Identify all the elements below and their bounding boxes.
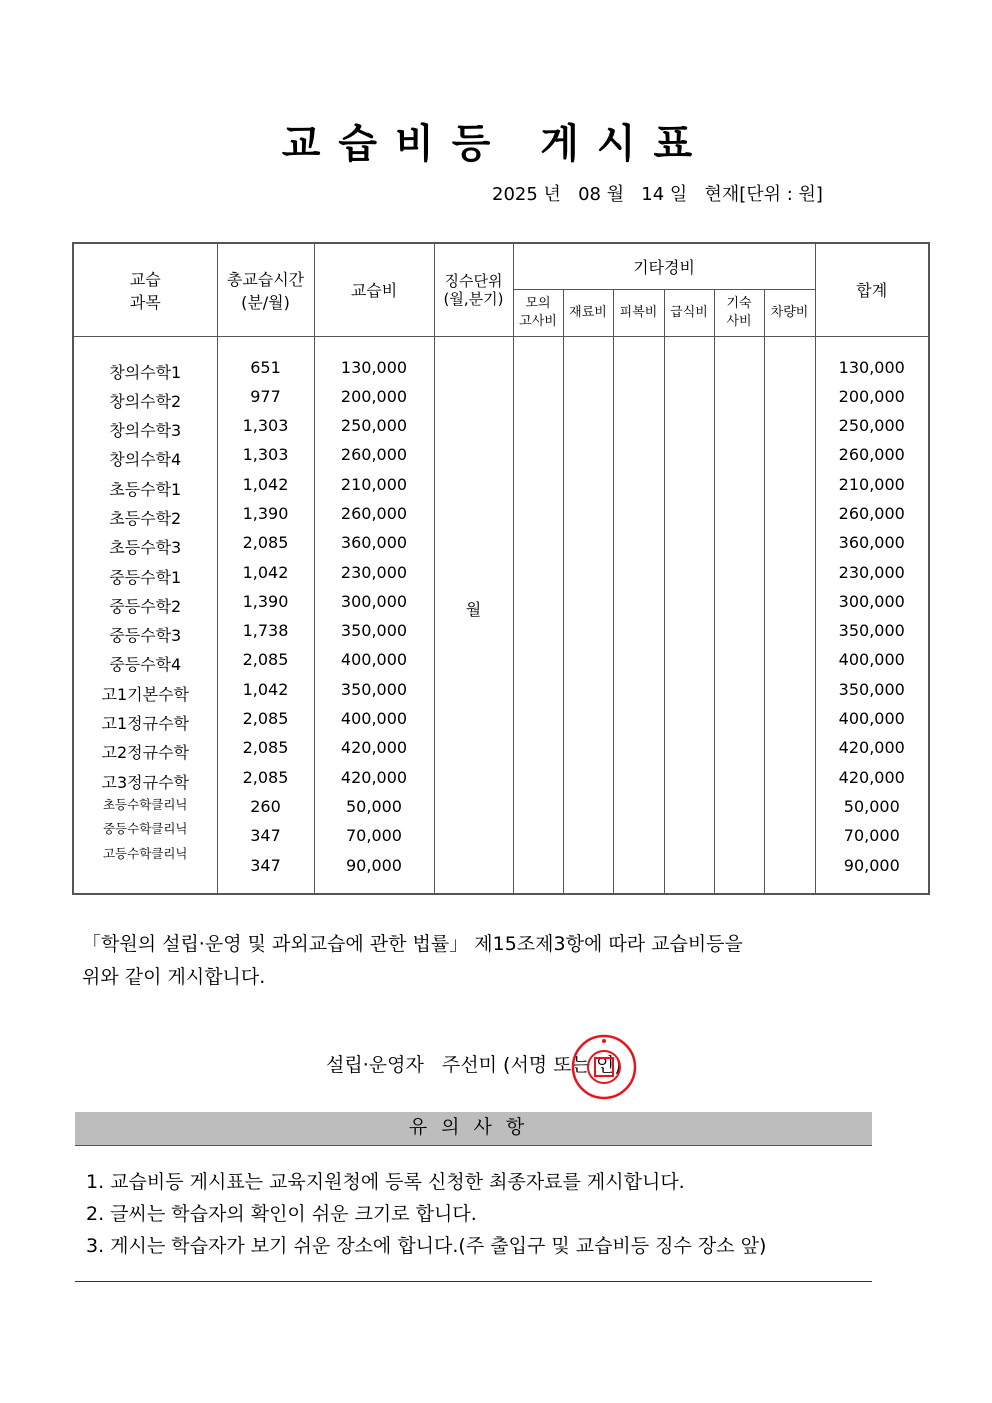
header-other-col: 급식비 xyxy=(664,289,714,336)
subject-cell-value: 고3정규수학 xyxy=(101,772,189,792)
date-line: 2025 년 08 월 14 일 현재[단위 : 원] xyxy=(492,184,823,205)
total-cell-value: 250,000 xyxy=(838,416,905,436)
total-cell-value: 360,000 xyxy=(838,533,905,553)
total-cell-value: 400,000 xyxy=(838,709,905,729)
subject-cell xyxy=(73,336,217,894)
subject-cell-value: 중등수학4 xyxy=(109,655,182,675)
notes-list xyxy=(86,1166,766,1262)
subject-cell-value: 고1정규수학 xyxy=(101,714,189,734)
subject-cell-value: 중등수학1 xyxy=(109,567,182,587)
hours-cell-value: 1,738 xyxy=(242,621,289,641)
subject-cell-value: 초등수학클리닉 xyxy=(102,796,188,812)
subject-cell-value: 중등수학3 xyxy=(109,626,182,646)
fee-cell-value: 260,000 xyxy=(340,503,408,523)
note-item: 3. 게시는 학습자가 보기 쉬운 장소에 합니다.(주 출입구 및 교습비등 징수 장소 앞) xyxy=(86,1235,767,1257)
fee-cell-value: 350,000 xyxy=(340,679,408,699)
subject-cell-value: 창의수학3 xyxy=(109,421,182,441)
hours-cell-value: 977 xyxy=(250,386,281,406)
fee-cell-value: 300,000 xyxy=(340,591,408,611)
subject-cell-value: 초등수학3 xyxy=(109,538,182,558)
hours-cell-value: 347 xyxy=(250,855,281,875)
fee-cell-value: 400,000 xyxy=(340,650,408,670)
header-other-col: 재료비 xyxy=(563,289,613,336)
header-subject: 교습 과목 xyxy=(73,243,217,336)
hours-cell-value: 2,085 xyxy=(242,650,289,670)
fee-cell xyxy=(314,336,434,894)
fee-table xyxy=(72,242,930,895)
hours-cell-value: 2,085 xyxy=(242,738,289,758)
total-cell-value: 50,000 xyxy=(843,796,900,816)
header-fee: 교습비 xyxy=(314,243,434,336)
fee-cell-value: 230,000 xyxy=(340,562,408,582)
fee-cell-value: 250,000 xyxy=(340,416,408,436)
fee-cell-value: 200,000 xyxy=(340,386,408,406)
subject-cell-value: 중등수학클리닉 xyxy=(102,821,188,837)
notice-heading: 유의사항 xyxy=(75,1112,872,1146)
total-cell-value: 130,000 xyxy=(838,357,905,377)
fee-cell-value: 360,000 xyxy=(340,533,408,553)
hours-cell-value: 1,390 xyxy=(242,591,289,611)
hours-cell-value: 1,303 xyxy=(242,416,289,436)
header-other-col: 피복비 xyxy=(613,289,664,336)
note-item: 1. 교습비등 게시표는 교육지원청에 등록 신청한 최종자료를 게시합니다. xyxy=(86,1171,685,1193)
hours-cell-value: 1,042 xyxy=(242,474,289,494)
hours-cell xyxy=(217,336,314,894)
other-expense-cell xyxy=(664,336,714,894)
other-expense-cell xyxy=(513,336,563,894)
total-cell-value: 200,000 xyxy=(838,386,905,406)
total-cell-value: 260,000 xyxy=(838,445,905,465)
total-cell-value: 420,000 xyxy=(838,767,905,787)
total-cell-value: 230,000 xyxy=(838,562,905,582)
total-cell-value: 70,000 xyxy=(843,826,900,846)
total-cell-value: 300,000 xyxy=(838,591,905,611)
other-expense-cell xyxy=(613,336,664,894)
subject-cell-value: 창의수학4 xyxy=(109,450,182,470)
fee-cell-value: 50,000 xyxy=(346,796,402,816)
subject-cell-value: 중등수학2 xyxy=(109,596,182,616)
total-cell-value: 260,000 xyxy=(838,503,905,523)
hours-cell-value: 1,042 xyxy=(242,679,289,699)
other-expense-cell xyxy=(764,336,815,894)
total-cell-value: 420,000 xyxy=(838,738,905,758)
fee-cell-value: 420,000 xyxy=(340,767,408,787)
fee-cell-value: 350,000 xyxy=(340,621,408,641)
total-cell-value: 350,000 xyxy=(838,621,905,641)
total-cell xyxy=(815,336,929,894)
fee-cell-value: 130,000 xyxy=(340,357,408,377)
fee-cell-value: 260,000 xyxy=(340,445,408,465)
page-title: 교습비등 게시표 xyxy=(281,121,711,167)
fee-cell-value: 420,000 xyxy=(340,738,408,758)
seal-stamp-icon xyxy=(571,1034,637,1100)
subject-cell-value: 고1기본수학 xyxy=(101,684,189,704)
header-hours: 총교습시간 (분/월) xyxy=(217,243,314,336)
total-cell-value: 350,000 xyxy=(838,679,905,699)
other-expense-cell xyxy=(714,336,764,894)
subject-cell-value: 고등수학클리닉 xyxy=(102,845,188,861)
subject-cell-value: 초등수학2 xyxy=(109,508,182,528)
hours-cell-value: 2,085 xyxy=(242,767,289,787)
header-unit: 징수단위 (월,분기) xyxy=(434,243,513,336)
fee-cell-value: 400,000 xyxy=(340,709,408,729)
header-other-col: 차량비 xyxy=(764,289,815,336)
other-expense-cell xyxy=(563,336,613,894)
divider xyxy=(75,1281,872,1282)
fee-cell-value: 70,000 xyxy=(346,826,402,846)
hours-cell-value: 1,390 xyxy=(242,503,289,523)
total-cell-value: 90,000 xyxy=(843,855,900,875)
note-item: 2. 글씨는 학습자의 확인이 쉬운 크기로 합니다. xyxy=(86,1203,477,1225)
hours-cell-value: 1,042 xyxy=(242,562,289,582)
hours-cell-value: 651 xyxy=(250,357,281,377)
subject-cell-value: 창의수학1 xyxy=(109,362,182,382)
hours-cell-value: 2,085 xyxy=(242,533,289,553)
subject-cell-value: 창의수학2 xyxy=(109,391,182,411)
unit-cell xyxy=(434,336,513,894)
header-other-col: 모의 고사비 xyxy=(513,289,563,336)
header-other: 기타경비 xyxy=(513,243,815,289)
hours-cell-value: 347 xyxy=(250,826,281,846)
subject-cell-value: 초등수학1 xyxy=(109,479,182,499)
total-cell-value: 210,000 xyxy=(838,474,905,494)
header-other-col: 기숙 사비 xyxy=(714,289,764,336)
subject-cell-value: 고2정규수학 xyxy=(101,743,189,763)
total-cell-value: 400,000 xyxy=(838,650,905,670)
fee-cell-value: 210,000 xyxy=(340,474,408,494)
collection-unit: 월 xyxy=(465,599,482,619)
legal-statement: 「학원의 설립·운영 및 과외교습에 관한 법률」 제15조제3항에 따라 교습비등을 위와 같이 게시합니다. xyxy=(82,933,743,988)
hours-cell-value: 1,303 xyxy=(242,445,289,465)
header-total: 합계 xyxy=(815,243,929,336)
signature-line: 설립·운영자 주선미 (서명 또는 인) xyxy=(326,1054,622,1076)
fee-cell-value: 90,000 xyxy=(346,855,402,875)
hours-cell-value: 260 xyxy=(250,796,281,816)
hours-cell-value: 2,085 xyxy=(242,709,289,729)
